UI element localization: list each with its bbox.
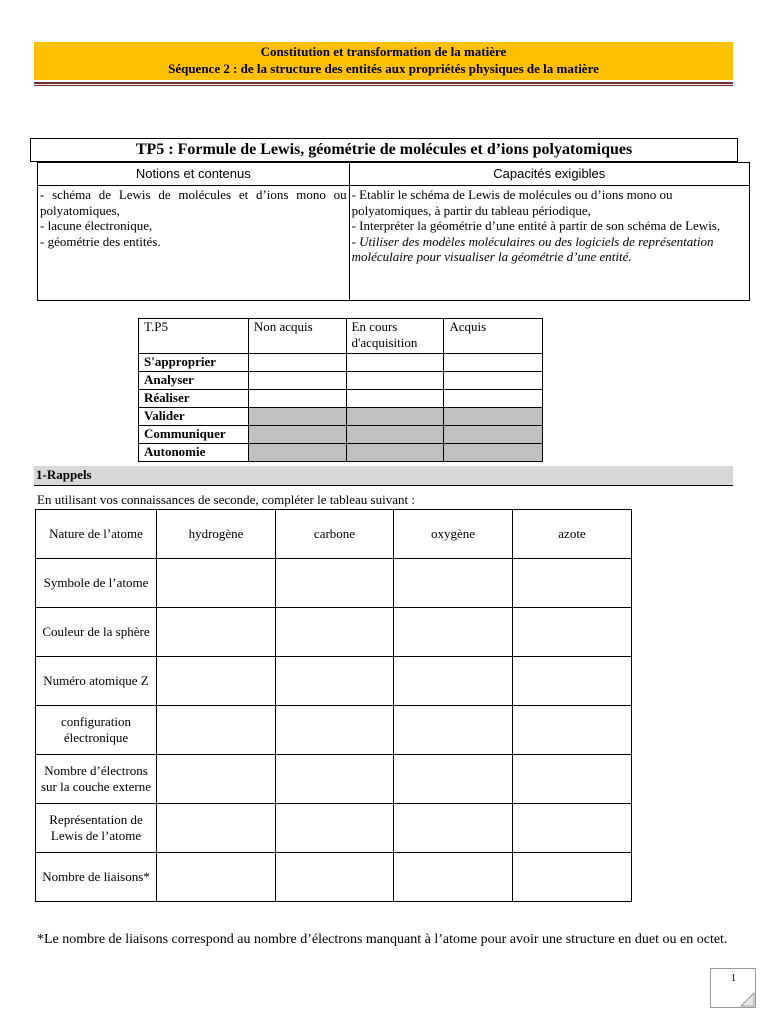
atoms-row-label: Symbole de l’atome [36,559,157,608]
answer-cell[interactable] [157,657,276,706]
eval-header-acquis: Acquis [444,319,543,354]
capacites-cell [349,186,749,301]
eval-cell-shaded [248,408,346,426]
answer-cell[interactable] [157,755,276,804]
eval-cell-shaded [444,444,543,462]
atoms-row [36,657,632,706]
section-title: 1-Rappels [34,466,733,486]
answer-cell[interactable] [394,853,513,902]
atoms-row [36,755,632,804]
atoms-table [35,509,632,902]
answer-cell[interactable] [513,657,632,706]
header-rule-thin [34,85,733,86]
eval-row-label: S'approprier [139,354,249,372]
eval-row-label: Valider [139,408,249,426]
eval-cell-shaded [346,426,444,444]
atoms-row-label: Couleur de la sphère [36,608,157,657]
atoms-row-label: Numéro atomique Z [36,657,157,706]
notions-cell [38,186,350,301]
answer-cell[interactable] [157,559,276,608]
eval-row [139,354,543,372]
atoms-row-label: Nombre de liaisons* [36,853,157,902]
atoms-row-label: Représentation de Lewis de l’atome [36,804,157,853]
capacite-dash: - [351,233,360,249]
answer-cell[interactable] [394,559,513,608]
capacites-header: Capacités exigibles [349,163,749,186]
capacite-item: - Etablir le schéma de Lewis de molécules ou d’ions mono ou polyatomiques, à partir du tableau périodique, [351,187,673,218]
eval-cell-shaded [248,426,346,444]
eval-cell[interactable] [346,354,444,372]
footnote: *Le nombre de liaisons correspond au nombre d’électrons manquant à l’atome pour avoir une structure en duet ou en octet. [37,932,728,947]
answer-cell[interactable] [513,608,632,657]
eval-row-label: Réaliser [139,390,249,408]
answer-cell[interactable] [513,559,632,608]
atoms-header-row [36,510,632,559]
eval-row [139,372,543,390]
notion-item: - géométrie des entités. [40,233,161,249]
eval-cell[interactable] [444,354,543,372]
answer-cell[interactable] [157,853,276,902]
answer-cell[interactable] [276,853,394,902]
answer-cell[interactable] [276,559,394,608]
answer-cell[interactable] [394,657,513,706]
atom-header-hydrogene: hydrogène [157,510,276,559]
answer-cell[interactable] [157,804,276,853]
sequence-title: Séquence 2 : de la structure des entités aux propriétés physiques de la matière [168,61,599,76]
eval-header-en-cours: En cours d'acquisition [346,319,444,354]
notions-capacites-table [37,162,750,301]
eval-cell[interactable] [346,372,444,390]
answer-cell[interactable] [513,804,632,853]
eval-cell[interactable] [444,390,543,408]
eval-header-tp: T.P5 [139,319,249,354]
notion-item: - lacune électronique, [40,218,153,233]
eval-cell[interactable] [346,390,444,408]
answer-cell[interactable] [276,755,394,804]
atoms-row-label: configuration électronique [36,706,157,755]
answer-cell[interactable] [276,804,394,853]
course-header-banner [34,42,733,80]
answer-cell[interactable] [394,804,513,853]
atom-header-carbone: carbone [276,510,394,559]
atoms-row [36,853,632,902]
eval-cell-shaded [444,408,543,426]
eval-header-non-acquis: Non acquis [248,319,346,354]
eval-cell[interactable] [248,354,346,372]
eval-cell-shaded [346,408,444,426]
capacite-item: - Interpréter la géométrie d’une entité à partir de son schéma de Lewis, [351,218,721,233]
course-title: Constitution et transformation de la matière [260,44,507,59]
notion-item: - schéma de Lewis de molécules et d’ions mono ou polyatomiques, [40,187,347,218]
eval-cell-shaded [248,444,346,462]
answer-cell[interactable] [513,755,632,804]
answer-cell[interactable] [513,853,632,902]
eval-row-label: Communiquer [139,426,249,444]
answer-cell[interactable] [276,608,394,657]
atoms-row [36,706,632,755]
eval-cell-shaded [444,426,543,444]
atoms-row [36,804,632,853]
eval-cell-shaded [346,444,444,462]
atom-header-azote: azote [513,510,632,559]
eval-row-label: Autonomie [139,444,249,462]
atoms-corner-header: Nature de l’atome [36,510,157,559]
atom-header-oxygene: oxygène [394,510,513,559]
capacite-italic-text: Utiliser des modèles moléculaires ou des logiciels de représentation moléculaire pour visualiser la géométrie d’une entité. [351,233,714,264]
eval-row [139,408,543,426]
answer-cell[interactable] [394,608,513,657]
eval-cell[interactable] [444,372,543,390]
eval-row [139,390,543,408]
answer-cell[interactable] [157,706,276,755]
answer-cell[interactable] [394,706,513,755]
instruction-text: En utilisant vos connaissances de seconde, compléter le tableau suivant : [37,492,415,507]
page-number: 1 [731,973,736,984]
capacite-item-italic [352,234,747,265]
atoms-row [36,559,632,608]
header-rule [34,82,733,84]
answer-cell[interactable] [513,706,632,755]
eval-row [139,444,543,462]
answer-cell[interactable] [276,706,394,755]
atoms-row-label: Nombre d’électrons sur la couche externe [36,755,157,804]
eval-cell[interactable] [248,372,346,390]
tp-title: TP5 : Formule de Lewis, géométrie de molécules et d’ions polyatomiques [30,138,738,162]
eval-row-label: Analyser [139,372,249,390]
answer-cell[interactable] [394,755,513,804]
eval-cell[interactable] [248,390,346,408]
eval-row [139,426,543,444]
answer-cell[interactable] [157,608,276,657]
notions-header: Notions et contenus [38,163,350,186]
atoms-row [36,608,632,657]
evaluation-table [138,318,543,462]
answer-cell[interactable] [276,657,394,706]
